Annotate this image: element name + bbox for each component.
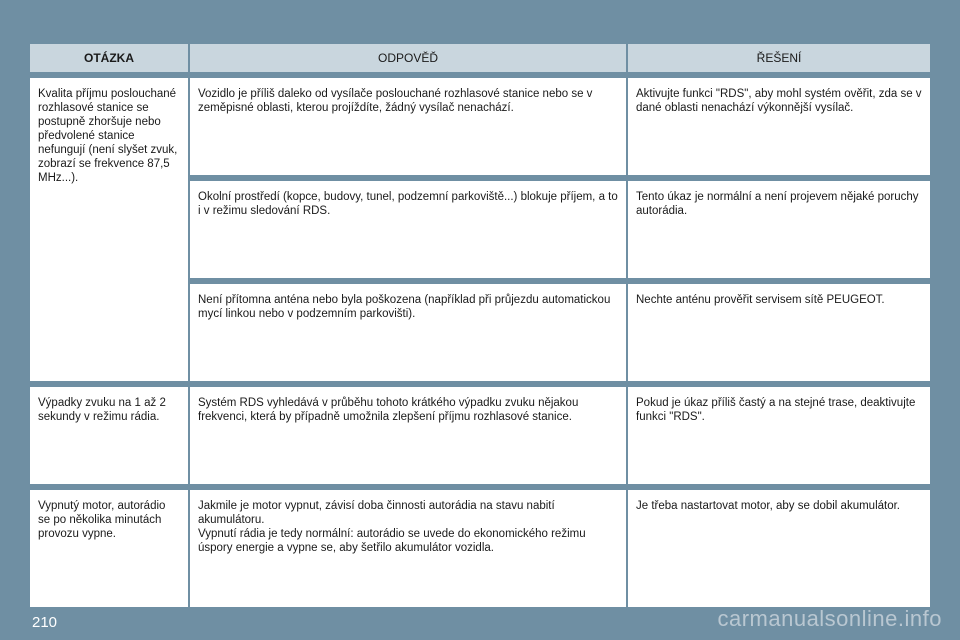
answer-cell-1c: Není přítomna anténa nebo byla poškozena (například při průjezdu automatickou mycí linkou nebo v podzemním parkovišti). bbox=[190, 284, 626, 381]
header-question: OTÁZKA bbox=[30, 44, 188, 72]
solution-cell-1b: Tento úkaz je normální a není projevem nějaké poruchy autorádia. bbox=[628, 181, 930, 278]
solution-cell-1a: Aktivujte funkci "RDS", aby mohl systém ověřit, zda se v dané oblasti nenachází výkonnější vysílač. bbox=[628, 78, 930, 175]
answer-cell-1a: Vozidlo je příliš daleko od vysílače poslouchané rozhlasové stanice nebo se v zeměpisné oblasti, kterou projíždíte, žádný vysílač nenachází. bbox=[190, 78, 626, 175]
question-cell-3: Vypnutý motor, autorádio se po několika minutách provozu vypne. bbox=[30, 490, 188, 607]
watermark: carmanualsonline.info bbox=[717, 606, 942, 631]
answer-cell-3: Jakmile je motor vypnut, závisí doba činnosti autorádia na stavu nabití akumulátoru. Vypnutí rádia je tedy normální: autorádio se uvede do ekonomického režimu úspory energie a vypne se, aby šetřilo akumulátor vozidla. bbox=[190, 490, 626, 607]
page-number: 210 bbox=[32, 614, 58, 631]
solution-cell-3: Je třeba nastartovat motor, aby se dobil akumulátor. bbox=[628, 490, 930, 607]
question-cell-2: Výpadky zvuku na 1 až 2 sekundy v režimu rádia. bbox=[30, 387, 188, 484]
question-cell-1: Kvalita příjmu poslouchané rozhlasové stanice se postupně zhoršuje nebo předvolené stanice nefungují (není slyšet zvuk, zobrazí se frekvence 87,5 MHz...). bbox=[30, 78, 188, 381]
header-answer: ODPOVĚĎ bbox=[190, 44, 626, 72]
table-header bbox=[30, 44, 930, 72]
answer-cell-1b: Okolní prostředí (kopce, budovy, tunel, podzemní parkoviště...) blokuje příjem, a to i v režimu sledování RDS. bbox=[190, 181, 626, 278]
header-solution: ŘEŠENÍ bbox=[628, 44, 930, 72]
solution-cell-1c: Nechte anténu prověřit servisem sítě PEUGEOT. bbox=[628, 284, 930, 381]
solution-cell-2: Pokud je úkaz příliš častý a na stejné trase, deaktivujte funkci "RDS". bbox=[628, 387, 930, 484]
answer-cell-2: Systém RDS vyhledává v průběhu tohoto krátkého výpadku zvuku nějakou frekvenci, která by případně umožnila zlepšení příjmu rozhlasové stanice. bbox=[190, 387, 626, 484]
